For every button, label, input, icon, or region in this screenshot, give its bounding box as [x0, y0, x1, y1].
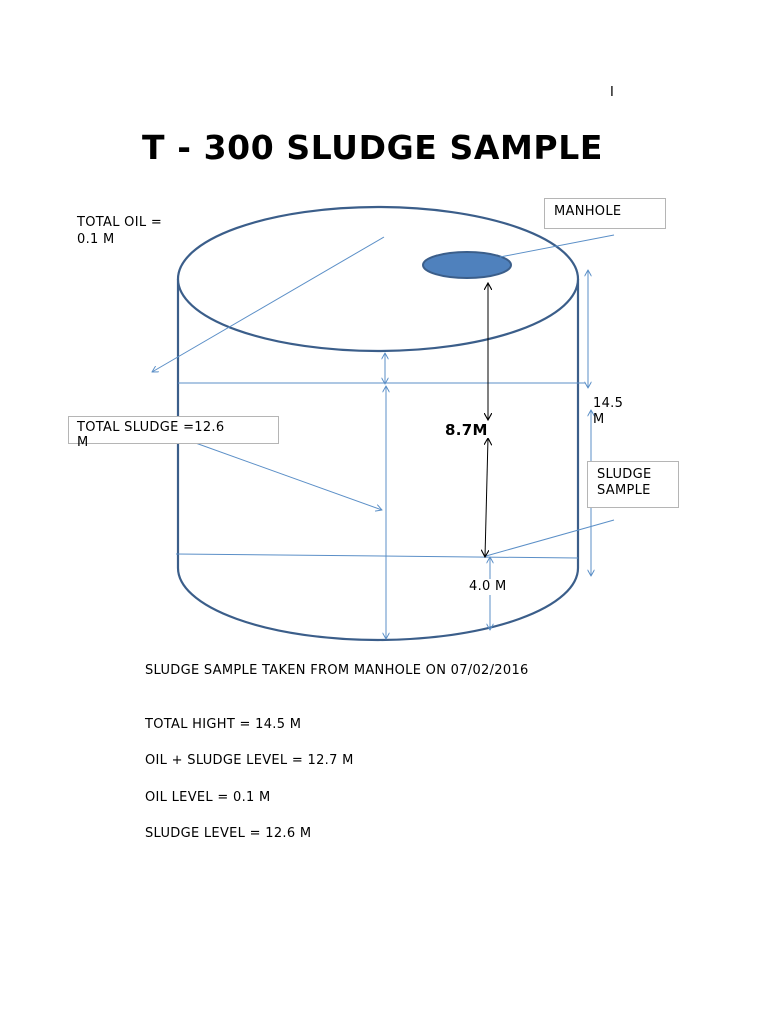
height-label-line2: M	[593, 412, 605, 427]
manhole-label-box	[544, 198, 666, 229]
manhole-icon	[423, 252, 511, 278]
sludge-sample-label-line2: SAMPLE	[597, 483, 651, 498]
sludge-level-line-text: SLUDGE LEVEL = 12.6 M	[145, 826, 312, 841]
sludge-pointer-arrow	[190, 441, 382, 510]
bottom-level-label: 4.0 M	[469, 579, 507, 594]
total-sludge-unit: M	[77, 435, 89, 450]
total-sludge-label: TOTAL SLUDGE =12.6	[77, 420, 225, 435]
total-oil-label: TOTAL OIL =	[77, 215, 163, 230]
sample-pointer-line	[486, 520, 614, 556]
depth-label: 8.7M	[445, 421, 488, 439]
oil-level-line-text: OIL LEVEL = 0.1 M	[145, 790, 271, 805]
sample-level-line	[176, 554, 578, 558]
oil-sludge-level-line: OIL + SLUDGE LEVEL = 12.7 M	[145, 753, 354, 768]
depth-arrow-lower	[485, 438, 488, 557]
page-title: T - 300 SLUDGE SAMPLE	[142, 128, 603, 167]
height-label-line1: 14.5	[593, 396, 624, 411]
sludge-sample-label-box	[587, 461, 679, 508]
sludge-sample-label-line1: SLUDGE	[597, 467, 652, 482]
corner-mark: I	[610, 85, 615, 100]
total-sludge-label-box	[68, 416, 279, 450]
total-oil-value: 0.1 M	[77, 232, 115, 247]
tank-top-ellipse	[178, 207, 578, 351]
manhole-label: MANHOLE	[554, 204, 622, 219]
total-height-line: TOTAL HIGHT = 14.5 M	[145, 717, 302, 732]
sample-note: SLUDGE SAMPLE TAKEN FROM MANHOLE ON 07/02/2016	[145, 663, 529, 678]
tank-bottom-curve	[178, 568, 578, 640]
